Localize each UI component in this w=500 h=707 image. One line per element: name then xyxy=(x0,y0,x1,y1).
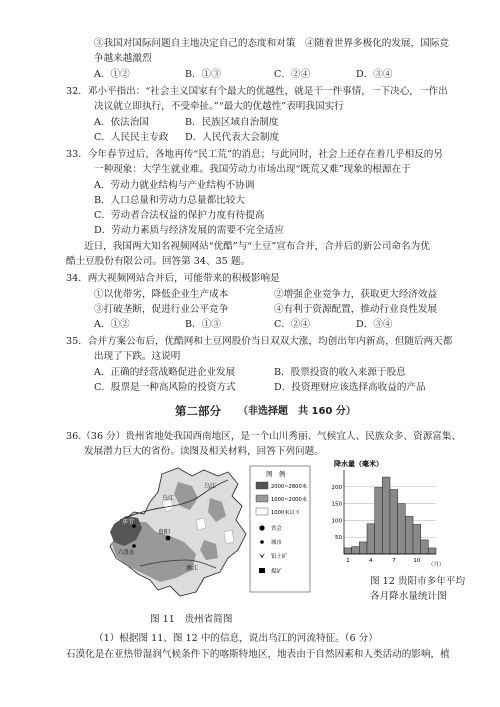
map-label-liupanshui: 六盘水 xyxy=(118,550,135,556)
q34-item-3: ③打破垄断，促进行业公平竞争 xyxy=(94,304,229,315)
legend-label-city: 城市 xyxy=(271,540,282,546)
guizhou-map xyxy=(100,462,315,612)
q34-option-a: A．①② xyxy=(94,319,130,330)
map-label-wujiang-1: 乌江 xyxy=(162,495,175,502)
chart-caption-line2: 各月降水量统计图 xyxy=(370,591,447,602)
bar-month-9 xyxy=(405,516,413,554)
bar-month-11 xyxy=(421,540,429,554)
q34-option-c: C．②④ xyxy=(274,319,311,330)
intro-line2: 酷土豆股份有限公司。回答第 34、35 题。 xyxy=(66,256,251,267)
y-tick-label: 150 xyxy=(331,501,342,508)
map-label-bijie: 毕节 xyxy=(122,519,135,526)
q35-option-d: D．投资理财应该选择高收益的产品 xyxy=(274,382,426,393)
chart-ylabel: 降水量（毫米） xyxy=(334,460,383,468)
city-guiyang xyxy=(166,536,171,541)
x-tick-label: 4 xyxy=(369,558,373,564)
city-liupanshui xyxy=(132,544,136,548)
q32-line1: 32．邓小平指出：“社会主义国家有个最大的优越性，就是干一件事情，一下决心，一作出 xyxy=(66,86,448,97)
map-label-wujiang-2: 乌江 xyxy=(204,483,217,490)
y-tick-label: 100 xyxy=(331,518,342,525)
q34-item-1: ①以优带劣，降低企业生产成本 xyxy=(94,289,229,300)
map-label-guiyang: 贵阳 xyxy=(158,529,171,536)
bar-month-7 xyxy=(390,489,398,554)
q35-option-a: A．正确的经营战略促进企业发展 xyxy=(94,367,236,378)
bar-month-10 xyxy=(413,524,421,554)
legend-swatch-mid xyxy=(256,495,268,502)
intro-line1: 近日，我国两大知名视频网站“优酷”与“土豆”宣布合并，合并后的新公司命名为优 xyxy=(84,241,430,252)
q-prev-option-d: D．③④ xyxy=(356,69,393,80)
x-tick-label: 7 xyxy=(392,558,396,564)
bar-month-4 xyxy=(367,524,375,554)
q33-option-a: A．劳动力就业结构与产业结构不协调 xyxy=(94,180,255,191)
section-title: 第二部分 xyxy=(175,404,221,418)
q-prev-option-c: C．②④ xyxy=(274,69,311,80)
legend-label-low: 1000米以下 xyxy=(271,510,300,516)
legend-coal-icon xyxy=(259,568,265,573)
bar-month-3 xyxy=(359,542,367,554)
q35-option-c: C．股票是一种高风险的投资方式 xyxy=(94,382,236,393)
x-tick-label: 1 xyxy=(346,558,350,564)
q34-option-b: B．①③ xyxy=(185,319,221,330)
legend-title: 图 例 xyxy=(266,470,286,478)
q36-1-line2: 石漠化是在亚热带湿润气候条件下的喀斯特地区，地表由于自然因素和人类活动的影响，植 xyxy=(66,649,450,660)
legend-label-high: 2000~2800米 xyxy=(271,484,307,490)
bar-month-1 xyxy=(344,548,352,554)
q33-option-c: C．劳动者合法权益的保护力度有待提高 xyxy=(94,210,265,221)
q32-option-b: B．民族区域自治制度 xyxy=(185,117,279,128)
q32-line2: 决议就立即执行，不受牵扯。”“最大的优越性”表明我国实行 xyxy=(94,101,344,112)
y-tick-label: 50 xyxy=(335,535,342,542)
q34-line1: 34．两大视频网站合并后，可能带来的积极影响是 xyxy=(66,273,280,284)
chart-xlabel: （月） xyxy=(428,562,445,568)
q32-option-a: A．依法治国 xyxy=(94,117,149,128)
legend-city-icon xyxy=(260,540,264,544)
legend-label-coal: 煤矿 xyxy=(271,569,282,575)
q-prev-line2: 争越来越激烈 xyxy=(94,53,152,64)
legend-label-bauxite: 铝土矿 xyxy=(271,554,288,560)
q32-option-c: C．人民民主专政 xyxy=(94,132,169,143)
bar-month-5 xyxy=(375,487,383,554)
bar-month-6 xyxy=(382,477,390,554)
q33-option-b: B．人口总量和劳动力总量都比较大 xyxy=(94,195,245,206)
legend-swatch-low xyxy=(256,508,268,515)
q32-option-d: D．人民代表大会制度 xyxy=(185,132,280,143)
map-caption: 图 11 贵州省简图 xyxy=(150,614,233,625)
q33-option-d: D．劳动力素质与经济发展的需要不完全适应 xyxy=(94,225,284,236)
section-subtitle: （非选择题 共 160 分） xyxy=(238,406,356,417)
q35-line2: 出现了下跌。这说明 xyxy=(94,351,181,362)
map-label-nanjiang: 南江 xyxy=(186,565,199,572)
chart-caption-line1: 图 12 贵阳市多年平均 xyxy=(370,576,466,587)
q34-item-2: ②增强企业竞争力，获取更大经济效益 xyxy=(274,289,438,300)
x-tick-label: 10 xyxy=(413,558,421,564)
legend-swatch-high xyxy=(256,482,268,489)
q-prev-option-a: A．①② xyxy=(94,69,130,80)
legend-capital-icon xyxy=(259,525,264,530)
lowland-2 xyxy=(196,518,206,530)
q33-line1: 33．今年春节过后，各地再传“民工荒”的消息；与此同时，社会上还存在着几乎相反的另 xyxy=(66,149,443,160)
q35-line1: 35．合并方案公布后，优酷网和土豆网股价当日双双大涨，均创出年内新高，但随后两天都 xyxy=(66,336,453,347)
bar-month-2 xyxy=(352,547,360,554)
q36-line2: 发展潜力巨大的省份。读图及相关材料，回答下列问题。 xyxy=(84,446,324,457)
lowland-3 xyxy=(224,530,234,544)
q34-item-4: ④有利于资源配置，推动行业良性发展 xyxy=(274,304,438,315)
q-prev-option-b: B．①③ xyxy=(185,69,221,80)
q36-line1: 36.（36 分）贵州省地处我国西南地区，是一个山川秀丽、气候宜人、民族众多、资源富集、 xyxy=(66,431,462,442)
legend-label-capital: 省会 xyxy=(271,526,282,532)
bar-month-12 xyxy=(428,548,436,554)
q-prev-line1: ③我国对国际问题自主地决定自己的态度和对策 ④随着世界多极化的发展，国际竞 xyxy=(94,38,449,49)
q36-1-line1: （1）根据图 11、图 12 中的信息，说出乌江的河流特征。（6 分） xyxy=(94,633,378,644)
q34-option-d: D．③④ xyxy=(356,319,393,330)
legend-label-mid: 1000~2000米 xyxy=(271,497,307,503)
q33-line2: 一种现象：大学生就业难。我国劳动力市场出现“既荒又难”现象的根源在于 xyxy=(94,164,411,175)
y-tick-label: 200 xyxy=(331,484,342,491)
q35-option-b: B．股票投资的收入来源于股息 xyxy=(274,367,406,378)
bar-month-8 xyxy=(398,504,406,554)
